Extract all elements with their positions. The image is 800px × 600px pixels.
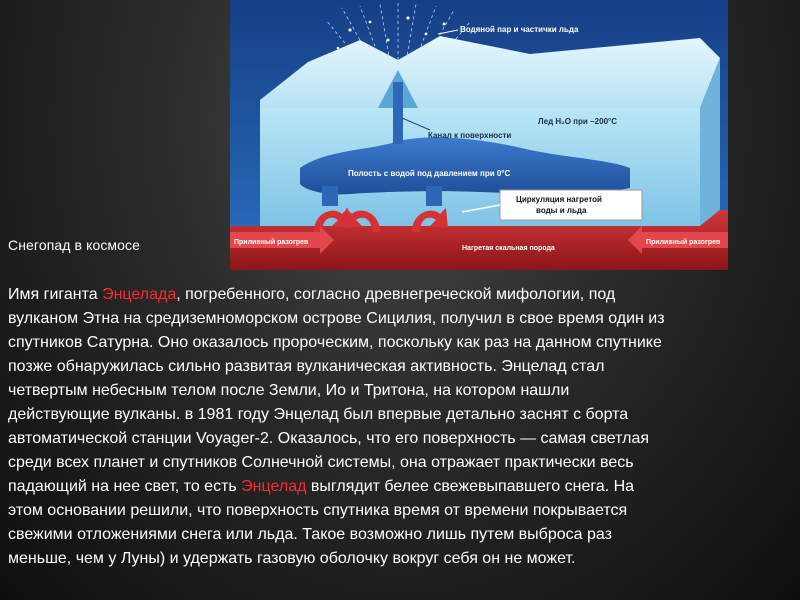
highlighted-name-enceladus: Энцелада: [102, 286, 177, 303]
slide-body-text: [8, 283, 668, 571]
label-ice: Лед H₂O при −200°C: [538, 117, 617, 126]
slide-title: Снегопад в космосе: [8, 237, 141, 253]
cavity-pipe-left: [322, 186, 338, 206]
label-circulation-2: воды и льда: [536, 206, 587, 215]
enceladus-diagram: [230, 0, 728, 270]
label-tidal-left: Приливный разогрев: [234, 239, 309, 246]
label-vapor: Водяной пар и частички льда: [460, 25, 579, 34]
label-rock: Нагретая скальная порода: [462, 245, 555, 252]
highlighted-name-enceladus: Энцелад: [241, 478, 307, 495]
body-text-segment: Имя гиганта: [8, 286, 103, 303]
body-text-segment: выглядит белее свежевыпавшего снега. На этом основании решили, что поверхность спутника время от времени покрывается свежими отложениями снега или льда. Такое возможно лишь путем выброса раз меньше, чем у Луны) и удержать газовую оболочку вокруг себя он не может.: [8, 478, 635, 567]
label-circulation-1: Циркуляция нагретой: [516, 195, 602, 204]
label-tidal-right: Приливный разогрев: [646, 239, 721, 246]
enceladus-diagram-svg: [230, 0, 728, 270]
cavity-pipe-right: [426, 186, 442, 206]
label-cavity: Полость с водой под давлением при 0°C: [348, 169, 511, 178]
label-channel: Канал к поверхности: [428, 131, 512, 140]
body-text-segment: , погребенного, согласно древнегреческой мифологии, под вулканом Этна на средиземноморском острове Сицилия, получил в свое время один из спутников Сатурна. Оно оказалось пророческим, поскольку как раз на данном спутнике позже обнаружилась сильно развитая вулканическая активность. Энцелад стал четвертым небесным телом после Земли, Ио и Тритона, на котором нашли действующие вулканы. в 1981 году Энцелад был впервые детально заснят с борта автоматической станции Voyager-2. Оказалось, что его поверхность — самая светлая среди всех планет и спутников Солнечной системы, она отражает практически весь падающий на нее свет, то есть: [8, 286, 665, 495]
channel-to-surface: [393, 82, 403, 144]
